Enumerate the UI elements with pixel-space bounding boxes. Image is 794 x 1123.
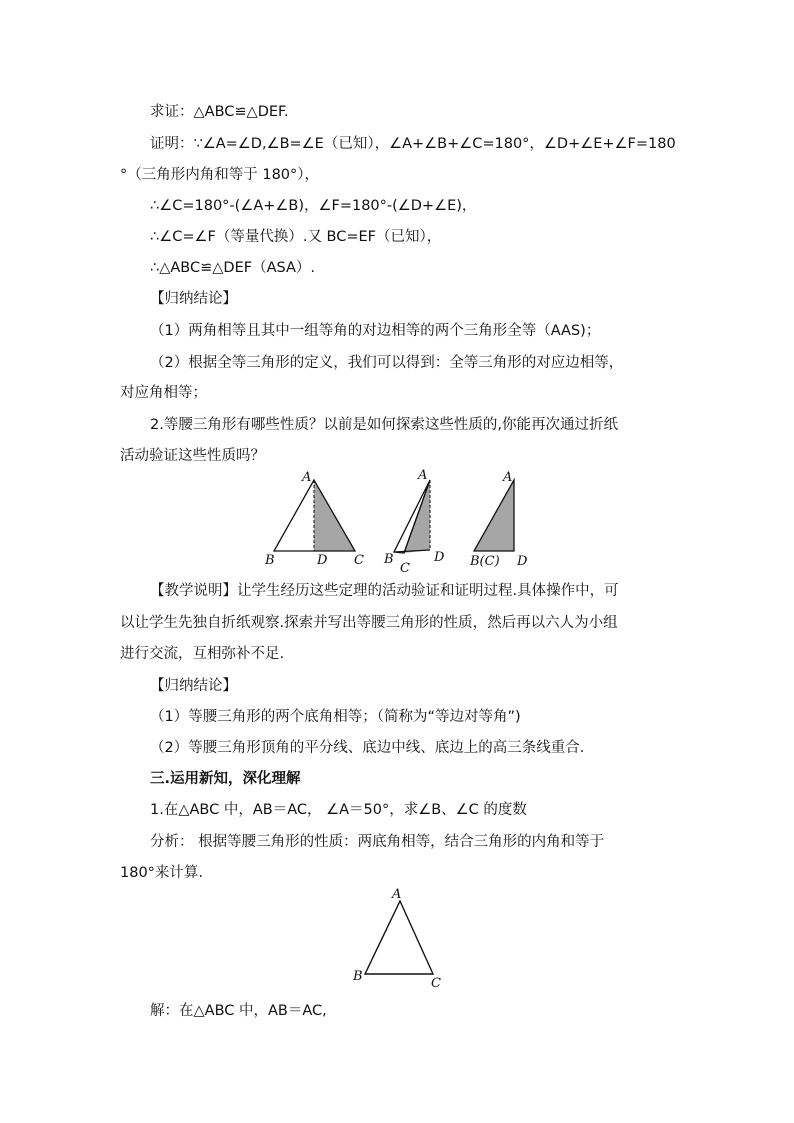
- teaching-note: 【教学说明】让学生经历这些定理的活动验证和证明过程.具体操作中，可: [150, 583, 619, 599]
- exercise-1: 1.在△ABC 中，AB＝AC， ∠A＝50°，求∠B、∠C 的度数: [150, 802, 527, 818]
- proof-line-1: 证明：∵∠A=∠D,∠B=∠E（已知），∠A+∠B+∠C=180°，∠D+∠E+∠F=180: [150, 136, 676, 152]
- fold3-label-bc: B(C): [470, 554, 500, 569]
- analysis: 分析： 根据等腰三角形的性质：两底角相等，结合三角形的内角和等于: [150, 834, 605, 850]
- fold3-label-a: A: [503, 470, 513, 485]
- fold1-label-d: D: [317, 553, 328, 568]
- conclusion-item-2: （2）根据全等三角形的定义，我们可以得到：全等三角形的对应边相等，: [150, 355, 624, 371]
- question-2-cont: 活动验证这些性质吗？: [120, 448, 265, 464]
- fold2-label-b: B: [384, 552, 394, 567]
- fold1-label-a: A: [302, 470, 312, 485]
- proof-line-2: °（三角形内角和等于 180°），: [120, 167, 320, 183]
- property-1: （1）等腰三角形的两个底角相等；（简称为“等边对等角”): [150, 709, 521, 725]
- analysis-cont: 180°来计算.: [120, 865, 204, 881]
- triangle-figure: [345, 883, 455, 993]
- fold1-label-c: C: [354, 553, 364, 568]
- proof-statement: 求证：△ABC≌△DEF.: [150, 104, 289, 120]
- conclusion-heading-2: 【归纳结论】: [150, 678, 237, 694]
- solution-start: 解：在△ABC 中，AB＝AC,: [150, 1003, 327, 1019]
- question-2: 2.等腰三角形有哪些性质？以前是如何探索这些性质的,你能再次通过折纸: [150, 417, 618, 433]
- proof-line-3: ∴∠C=180°-(∠A+∠B)，∠F=180°-(∠D+∠E)，: [150, 198, 477, 214]
- proof-line-5: ∴△ABC≌△DEF（ASA）.: [150, 260, 316, 276]
- teaching-note-cont-1: 以让学生先独自折纸观察.探索并写出等腰三角形的性质，然后再以六人为小组: [120, 615, 618, 631]
- fold3-label-d: D: [517, 554, 528, 569]
- fold1-label-b: B: [265, 553, 275, 568]
- triangle-label-b: B: [353, 969, 363, 984]
- conclusion-item-2-cont: 对应角相等；: [120, 385, 207, 401]
- fold2-label-d: D: [434, 550, 445, 565]
- section-heading: 三.运用新知，深化理解: [150, 771, 301, 787]
- triangle-label-c: C: [431, 976, 441, 991]
- triangle-label-a: A: [392, 887, 402, 902]
- folding-figure: [262, 468, 542, 578]
- proof-line-4: ∴∠C=∠F（等量代换）.又 BC=EF（已知），: [150, 229, 442, 245]
- conclusion-item-1: （1）两角相等且其中一组等角的对边相等的两个三角形全等（AAS)；: [150, 323, 601, 339]
- fold2-label-c: C: [400, 561, 410, 576]
- triangle-abc: [365, 901, 433, 974]
- conclusion-heading-1: 【归纳结论】: [150, 291, 237, 307]
- fold2-label-a: A: [418, 468, 428, 483]
- teaching-note-cont-2: 进行交流，互相弥补不足.: [120, 646, 285, 662]
- property-2: （2）等腰三角形顶角的平分线、底边中线、底边上的高三条线重合.: [150, 740, 585, 756]
